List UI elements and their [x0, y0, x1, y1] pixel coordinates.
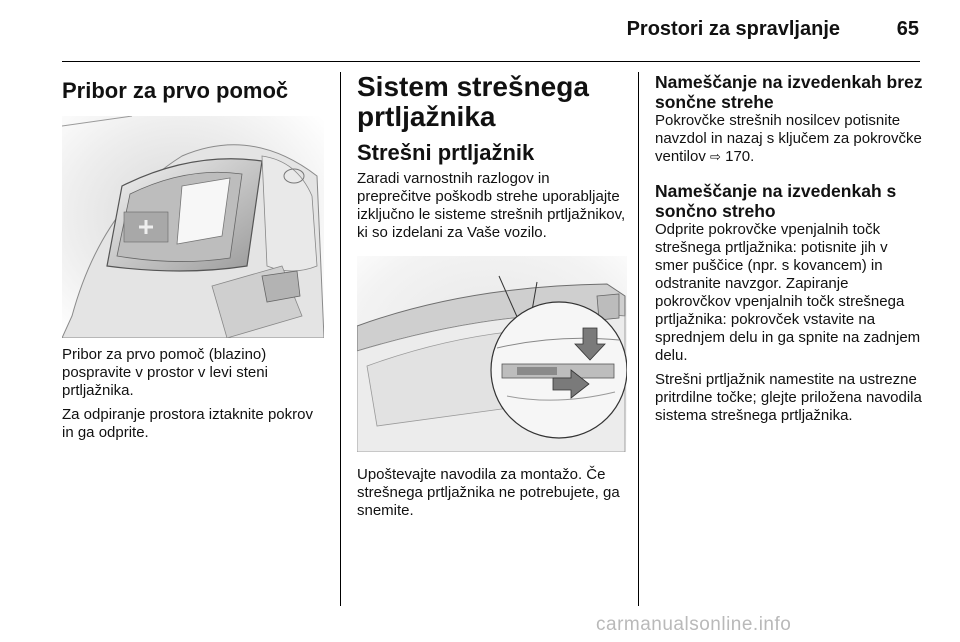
header-divider — [62, 61, 920, 62]
sunroof-heading: Nameščanje na izvedenkah s sončno streho — [655, 181, 897, 221]
roof-rack-paragraph-1: Zaradi varnostnih razlogov in preprečitve poškodb strehe uporabljajte izključno le sisteme strešnih prtljažnikov, ki so izdelani za Vaše vozilo. — [357, 170, 626, 241]
page-number: 65 — [896, 18, 919, 40]
column-divider-1 — [340, 72, 341, 606]
roof-rack-subheading: Strešni prtljažnik — [357, 140, 535, 165]
roof-rack-mount-illustration — [357, 256, 627, 452]
column-roof-rack — [357, 72, 627, 520]
header-title: Prostori za spravljanje — [626, 18, 840, 40]
first-aid-paragraph-2: Za odpiranje prostora iztaknite pokrov in ga odprite. — [62, 406, 313, 441]
roof-rack-heading: Sistem strešnega prtljažnika — [357, 71, 589, 132]
column-installation — [655, 72, 923, 425]
first-aid-compartment-illustration — [62, 116, 324, 338]
no-sunroof-paragraph — [655, 112, 923, 167]
column-first-aid — [62, 72, 324, 442]
first-aid-paragraph-1: Pribor za prvo pomoč (blazino) pospravite v prostor v levi steni prtljažnika. — [62, 346, 268, 399]
page-reference-arrow-icon: ⇨ — [710, 150, 721, 165]
first-aid-heading: Pribor za prvo pomoč — [62, 78, 289, 103]
column-divider-2 — [638, 72, 639, 606]
sunroof-paragraph: Odprite pokrovčke vpenjalnih točk strešnega prtljažnika: potisnite jih v smer puščice (npr. s kovancem) in odstranite navzgor. Zapiranje pokrovčkov vpenjalnih točk strešnega prtljažnika: pokrovček vstavite na sprednjem delu in ga spnite na zadnjem delu. — [655, 221, 921, 364]
no-sunroof-heading: Nameščanje na izvedenkah brez sončne strehe — [655, 72, 923, 112]
watermark: carmanualsonline.info — [596, 614, 792, 635]
roof-rack-paragraph-2: Upoštevajte navodila za montažo. Če strešnega prtljažnika ne potrebujete, ga snemite. — [357, 466, 620, 519]
roof-rack-mount-paragraph: Strešni prtljažnik namestite na ustrezne pritrdilne točke; glejte priložena navodila sistema strešnega prtljažnika. — [655, 371, 922, 424]
no-sunroof-text: Pokrovčke strešnih nosilcev potisnite navzdol in nazaj s ključem za pokrovčke ventilov — [655, 112, 922, 165]
page-reference-number: 170. — [725, 148, 755, 165]
